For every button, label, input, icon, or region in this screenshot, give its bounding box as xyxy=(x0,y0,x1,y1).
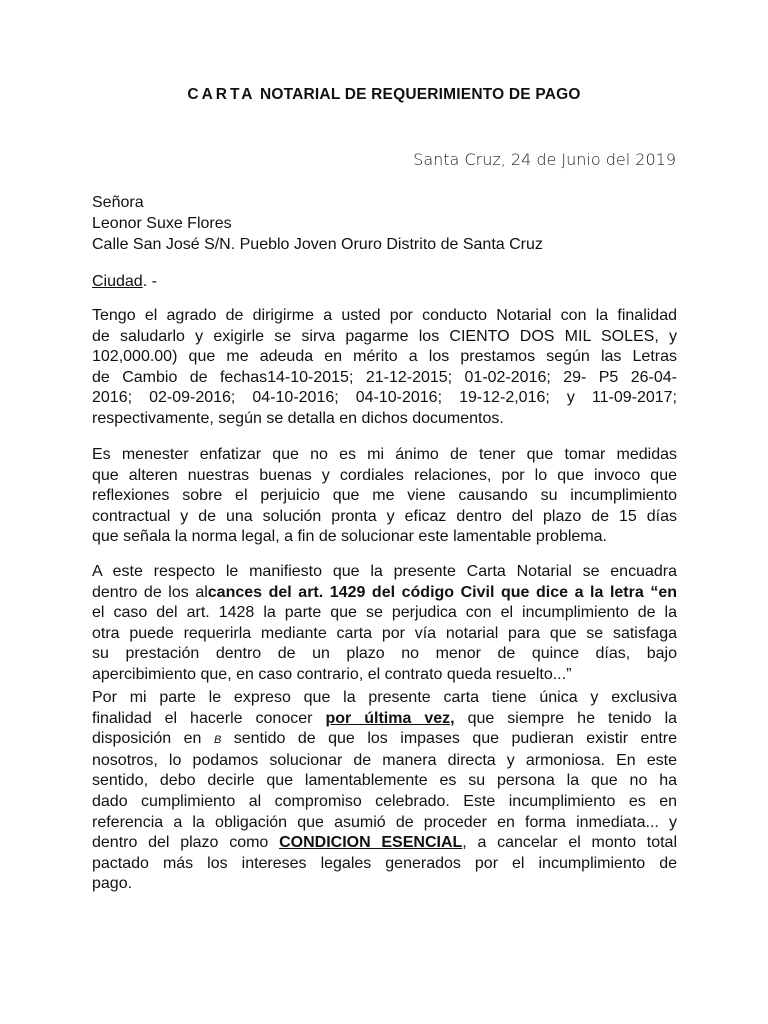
p2-line: que señala la norma legal, a fin de solucionar este lamentable problema. xyxy=(92,528,607,546)
title-rest: NOTARIAL DE REQUERIMIENTO DE PAGO xyxy=(255,86,581,103)
city-word: Ciudad xyxy=(92,273,143,290)
paragraph-3 xyxy=(92,562,677,686)
city-suffix: . - xyxy=(142,273,157,290)
article-1429-ref: cances del art. 1429 del código Civil que dice a la letra “en xyxy=(207,583,678,601)
p1-line: respectivamente, según se detalla en dichos documentos. xyxy=(92,409,504,427)
p2-line: reflexiones sobre el perjuicio que me viene causando su incumplimiento xyxy=(92,487,677,505)
p3-line: el caso del art. 1428 la parte que se perjudica con el incumplimiento de la xyxy=(92,604,677,622)
p1-line: de Cambio de fechas14-10-2015; 21-12-2015; 01-02-2016; 29- P5 26-04- xyxy=(92,368,677,386)
recipient-block xyxy=(92,192,543,255)
p4-line: disposición en B sentido de que los impases que pudieran existir entre xyxy=(92,730,678,748)
p4-line: dado cumplimiento al compromiso celebrado. Este incumplimiento es en xyxy=(92,792,677,810)
p1-line: de saludarlo y exigirle se sirva pagarme los CIENTO DOS MIL SOLES, y xyxy=(92,327,677,345)
p1-line: Tengo el agrado de dirigirme a usted por conducto Notarial con la finalidad xyxy=(92,307,677,324)
p3-line: su prestación dentro de un plazo no menor de quince días, bajo xyxy=(92,645,677,663)
letter-title xyxy=(0,86,768,104)
p4-line: Por mi parte le expreso que la presente carta tiene única y exclusiva xyxy=(92,689,677,706)
p1-line: 2016; 02-09-2016; 04-10-2016; 04-10-2016; 19-12-2,016; y 11-09-2017; xyxy=(92,389,677,407)
p2-line: que alteren nuestras buenas y cordiales relaciones, por lo que invoco que xyxy=(92,466,677,484)
recipient-name: Leonor Suxe Flores xyxy=(92,215,232,232)
p4-line: nosotros, lo podamos solucionar de manera directa y armoniosa. En este xyxy=(92,751,677,769)
paragraph-2 xyxy=(92,445,677,548)
por-ultima-vez-emphasis: por última vez, xyxy=(325,709,455,727)
p3-line: apercibimiento que, en caso contrario, el contrato queda resuelto...” xyxy=(92,665,572,683)
paragraph-4 xyxy=(92,688,677,895)
recipient-address: Calle San José S/N. Pueblo Joven Oruro Distrito de Santa Cruz xyxy=(92,236,543,253)
p2-line: contractual y de una solución pronta y eficaz dentro del plazo de 15 días xyxy=(92,507,677,525)
condicion-esencial-emphasis: CONDICION ESENCIAL xyxy=(279,834,463,852)
p4-line: dentro del plazo como CONDICION ESENCIAL, a cancelar el monto total xyxy=(92,834,677,852)
p3-line: A este respecto le manifiesto que la presente Carta Notarial se encuadra xyxy=(92,563,677,580)
p1-line: 102,000.00) que me adeuda en mérito a los prestamos según las Letras xyxy=(92,348,677,366)
p4-line: pactado más los intereses legales generados por el incumplimiento de xyxy=(92,854,677,872)
p2-line: Es menester enfatizar que no es mi ánimo de tener que tomar medidas xyxy=(92,446,677,463)
paragraph-1 xyxy=(92,306,677,430)
title-prefix: CARTA xyxy=(187,86,256,103)
stray-b-mark: B xyxy=(213,734,222,747)
letter-date: Santa Cruz, 24 de Junio del 2019 xyxy=(413,150,676,169)
p4-line: finalidad el hacerle conocer por última vez, que siempre he tenido la xyxy=(92,709,678,727)
city-line xyxy=(92,273,157,291)
p4-line: sentido, debo decirle que lamentablemente es su persona la que no ha xyxy=(92,772,677,790)
p3-line: dentro de los alcances del art. 1429 del código Civil que dice a la letra “en xyxy=(92,583,678,601)
salutation: Señora xyxy=(92,194,144,211)
p3-line: otra puede requerirla mediante carta por vía notarial para que se satisfaga xyxy=(92,624,677,642)
p4-line: referencia a la obligación que asumió de proceder en forma inmediata... y xyxy=(92,813,677,831)
p4-line: pago. xyxy=(92,875,133,893)
